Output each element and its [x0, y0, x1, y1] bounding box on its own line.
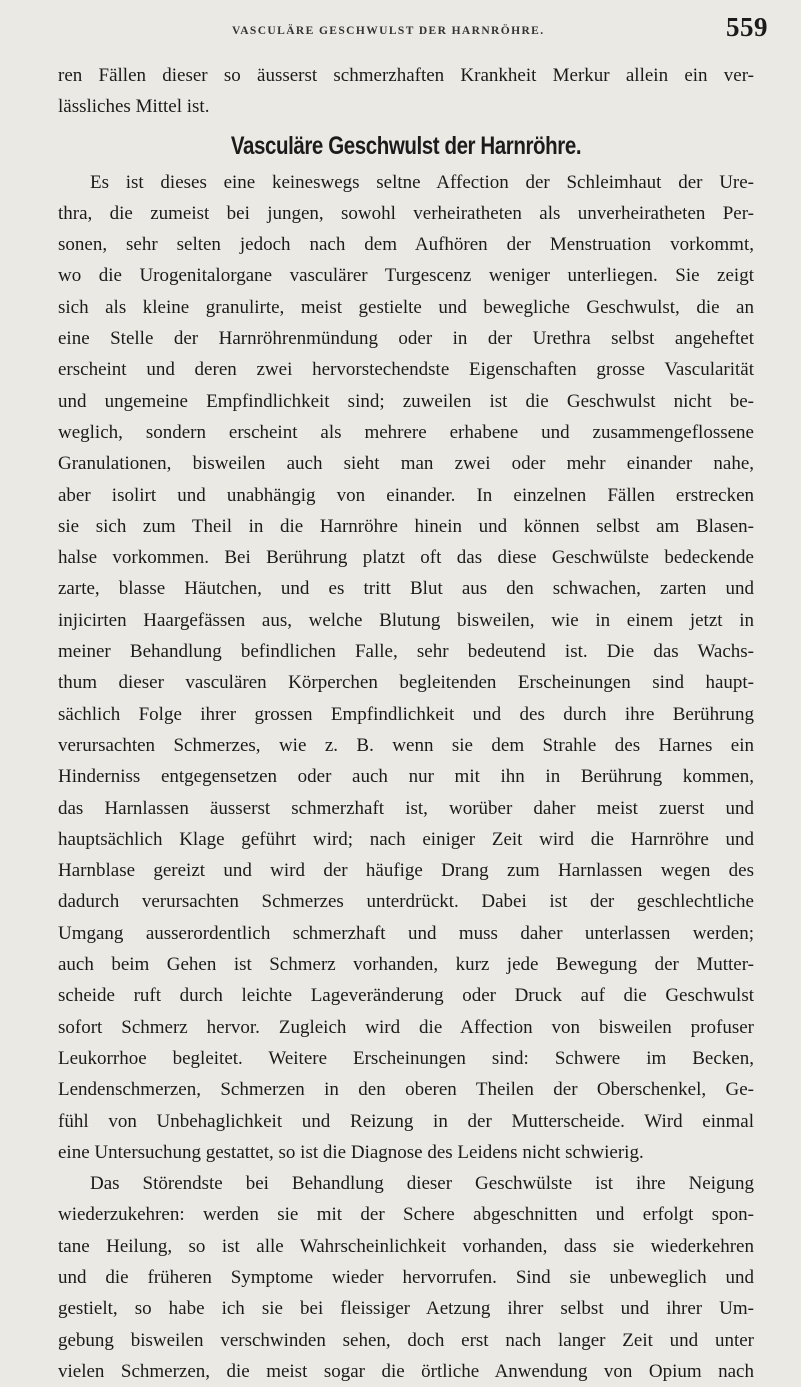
text-line: meiner Behandlung befindlichen Falle, sehr bedeutend ist. Die das Wachs-	[58, 641, 754, 663]
text-line: eine Stelle der Harnröhrenmündung oder in der Urethra selbst angeheftet	[58, 328, 754, 350]
text-line: scheide ruft durch leichte Lageveränderung oder Druck auf die Geschwulst	[58, 985, 754, 1007]
text-line: gebung bisweilen verschwinden sehen, doch erst nach langer Zeit und unter	[58, 1329, 754, 1351]
text-line: Hinderniss entgegensetzen oder auch nur mit ihn in Berührung kommen,	[58, 766, 754, 788]
text-line: sofort Schmerz hervor. Zugleich wird die Affection von bisweilen profuser	[58, 1016, 754, 1038]
text-line: wiederzukehren: werden sie mit der Schere abgeschnitten und erfolgt spon-	[58, 1204, 754, 1226]
text-line: Harnblase gereizt und wird der häufige Drang zum Harnlassen wegen des	[58, 860, 754, 882]
text-line: sich als kleine granulirte, meist gestielte und bewegliche Geschwulst, die an	[58, 296, 754, 318]
text-line: halse vorkommen. Bei Berührung platzt oft das diese Geschwülste bedeckende	[58, 547, 754, 569]
text-line: sie sich zum Theil in die Harnröhre hinein und können selbst am Blasen-	[58, 515, 754, 537]
text-line: und die früheren Symptome wieder hervorrufen. Sind sie unbeweglich und	[58, 1266, 754, 1288]
text-line: Granulationen, bisweilen auch sieht man zwei oder mehr einander nahe,	[58, 453, 754, 475]
section-heading: Vasculäre Geschwulst der Harnröhre.	[230, 131, 582, 160]
text-line: wo die Urogenitalorgane vasculärer Turgescenz weniger unterliegen. Sie zeigt	[58, 265, 754, 287]
text-line: erscheint und deren zwei hervorstechendste Eigenschaften grosse Vascularität	[58, 359, 754, 381]
text-line: Das Störendste bei Behandlung dieser Geschwülste ist ihre Neigung	[90, 1173, 754, 1195]
text-line: das Harnlassen äusserst schmerzhaft ist, worüber daher meist zuerst und	[58, 797, 754, 819]
text-line: gestielt, so habe ich sie bei fleissiger Aetzung ihrer selbst und ihrer Um-	[58, 1298, 754, 1320]
text-line: thra, die zumeist bei jungen, sowohl verheiratheten als unverheiratheten Per-	[58, 202, 754, 224]
text-line: vielen Schmerzen, die meist sogar die örtliche Anwendung von Opium nach	[58, 1360, 754, 1382]
text-line: ren Fällen dieser so äusserst schmerzhaften Krankheit Merkur allein ein ver-	[58, 65, 754, 86]
text-line: Umgang ausserordentlich schmerzhaft und muss daher unterlassen werden;	[58, 922, 754, 944]
text-line: Lendenschmerzen, Schmerzen in den oberen Theilen der Oberschenkel, Ge-	[58, 1079, 754, 1101]
body-text	[58, 60, 754, 1387]
page-number: 559	[726, 12, 768, 42]
text-line: auch beim Gehen ist Schmerz vorhanden, kurz jede Bewegung der Mutter-	[58, 954, 754, 976]
text-line: tane Heilung, so ist alle Wahrscheinlichkeit vorhanden, dass sie wiederkehren	[58, 1235, 754, 1257]
text-line: Es ist dieses eine keineswegs seltne Affection der Schleimhaut der Ure-	[90, 171, 754, 193]
text-line: lässliches Mittel ist.	[58, 96, 210, 118]
text-line: aber isolirt und unabhängig von einander. In einzelnen Fällen erstrecken	[58, 484, 754, 506]
text-line: Leukorrhoe begleitet. Weitere Erscheinungen sind: Schwere im Becken,	[58, 1047, 754, 1069]
text-line: zarte, blasse Häutchen, und es tritt Blut aus den schwachen, zarten und	[58, 578, 754, 600]
text-line: und ungemeine Empfindlichkeit sind; zuweilen ist die Geschwulst nicht be-	[58, 390, 754, 412]
text-line: fühl von Unbehaglichkeit und Reizung in der Mutterscheide. Wird einmal	[58, 1110, 754, 1132]
text-line: sächlich Folge ihrer grossen Empfindlichkeit und des durch ihre Berührung	[58, 703, 754, 725]
text-line: dadurch verursachten Schmerzes unterdrückt. Dabei ist der geschlechtliche	[58, 891, 754, 913]
running-header	[0, 12, 801, 52]
text-line: thum dieser vasculären Körperchen begleitenden Erscheinungen sind haupt-	[58, 672, 754, 694]
text-line: hauptsächlich Klage geführt wird; nach einiger Zeit wird die Harnröhre und	[58, 828, 754, 850]
running-title: VASCULÄRE GESCHWULST DER HARNRÖHRE.	[232, 25, 545, 37]
text-line: injicirten Haargefässen aus, welche Blutung bisweilen, wie in einem jetzt in	[58, 609, 754, 631]
text-line: eine Untersuchung gestattet, so ist die Diagnose des Leidens nicht schwierig.	[58, 1141, 644, 1163]
text-line: verursachten Schmerzes, wie z. B. wenn sie dem Strahle des Harnes ein	[58, 734, 754, 756]
text-line: sonen, sehr selten jedoch nach dem Aufhören der Menstruation vorkommt,	[58, 234, 754, 256]
text-line: weglich, sondern erscheint als mehrere erhabene und zusammengeflossene	[58, 421, 754, 443]
